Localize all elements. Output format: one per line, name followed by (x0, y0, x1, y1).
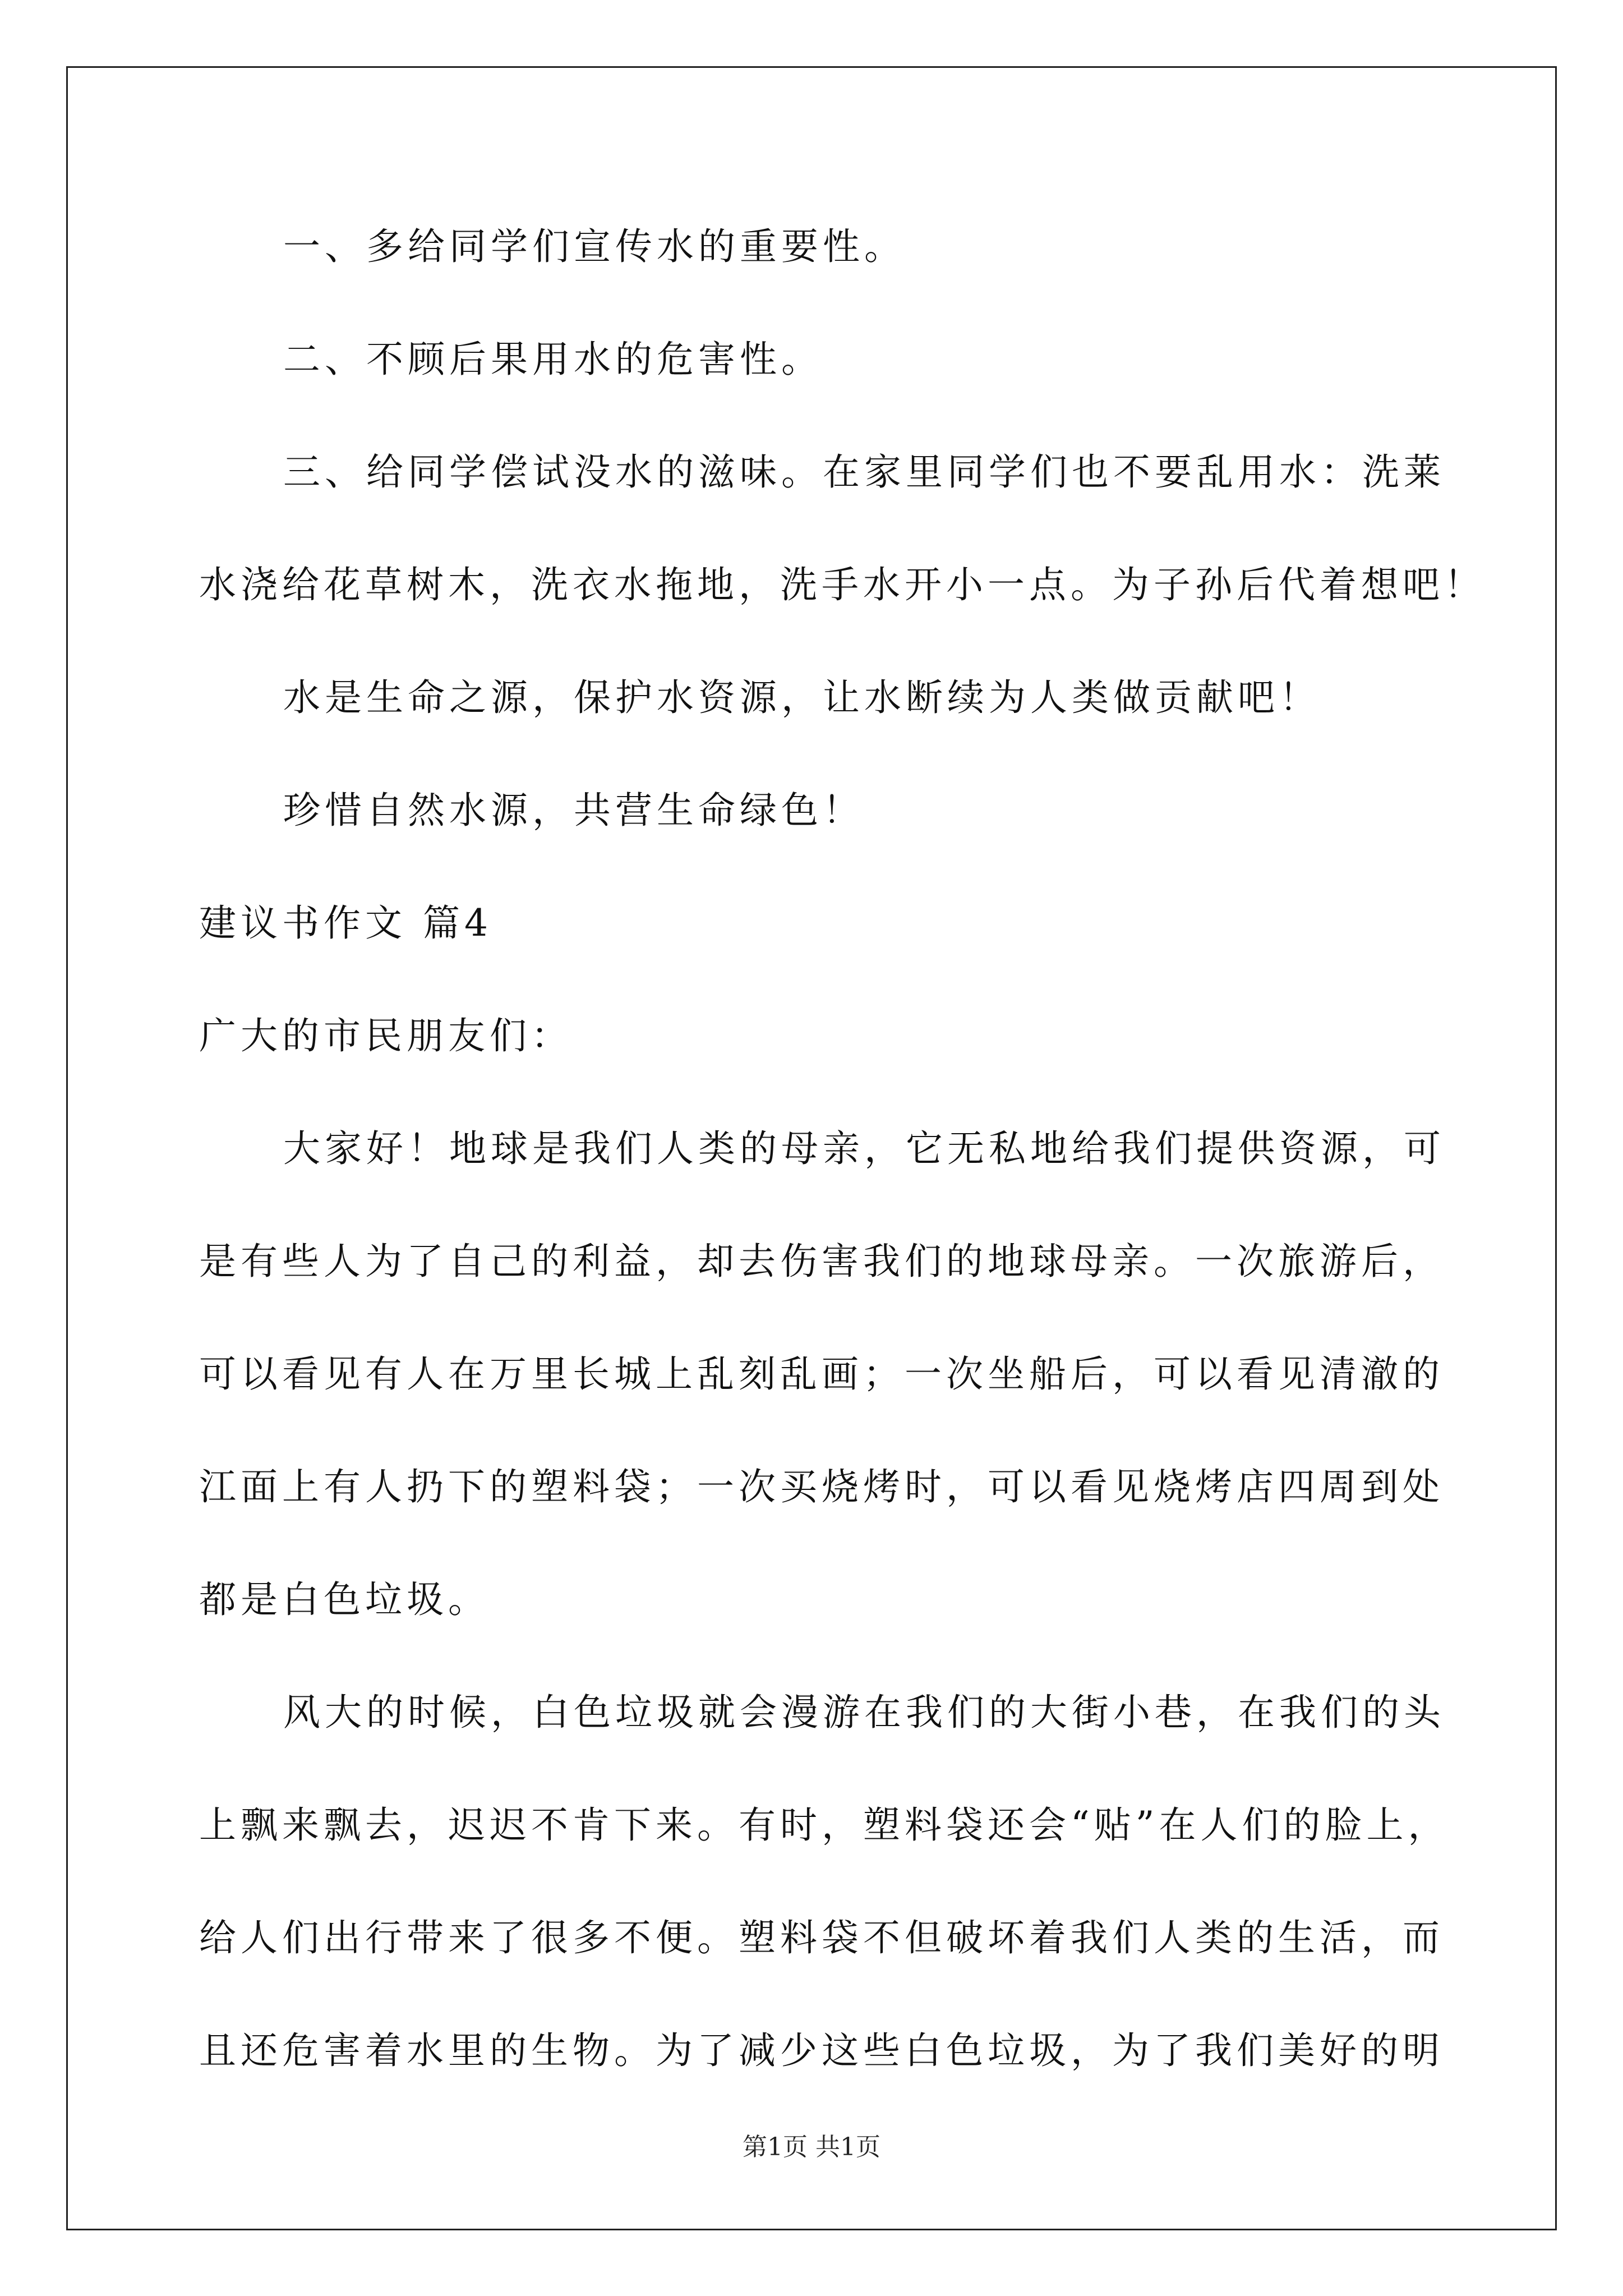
paragraph-line: 可以看见有人在万里长城上乱刻乱画；一次坐船后，可以看见清澈的 (199, 1352, 1444, 1396)
document-body (199, 224, 1486, 2073)
paragraph-line: 给人们出行带来了很多不便。塑料袋不但破坏着我们人类的生活，而 (199, 1916, 1444, 1959)
paragraph-line: 水是生命之源，保护水资源，让水断续为人类做贡献吧！ (283, 676, 1321, 719)
paragraph-line: 且还危害着水里的生物。为了减少这些白色垃圾，为了我们美好的明 (199, 2029, 1444, 2072)
paragraph-line: 大家好！地球是我们人类的母亲，它无私地给我们提供资源，可 (283, 1127, 1445, 1170)
section-heading: 建议书作文 篇4 (199, 901, 492, 945)
paragraph-line: 上飘来飘去，迟迟不肯下来。有时，塑料袋还会“贴”在人们的脸上， (199, 1803, 1450, 1847)
paragraph-line: 水浇给花草树木，洗衣水拖地，洗手水开小一点。为子孙后代着想吧！ (199, 563, 1486, 606)
salutation: 广大的市民朋友们： (199, 1014, 573, 1057)
page-number: 第1页 共1页 (743, 2133, 880, 2161)
paragraph-line: 江面上有人扔下的塑料袋；一次买烧烤时，可以看见烧烤店四周到处 (199, 1465, 1444, 1508)
paragraph-line: 珍惜自然水源，共营生命绿色！ (283, 789, 864, 832)
paragraph-line: 都是白色垃圾。 (199, 1578, 490, 1621)
paragraph-line: 三、给同学偿试没水的滋味。在家里同学们也不要乱用水：洗莱 (283, 450, 1445, 494)
paragraph-line: 二、不顾后果用水的危害性。 (283, 338, 823, 381)
paragraph-line: 是有些人为了自己的利益，却去伤害我们的地球母亲。一次旅游后， (199, 1240, 1444, 1283)
paragraph-line: 风大的时候，白色垃圾就会漫游在我们的大街小巷，在我们的头 (283, 1691, 1445, 1734)
paragraph-line: 一、多给同学们宣传水的重要性。 (283, 225, 906, 268)
